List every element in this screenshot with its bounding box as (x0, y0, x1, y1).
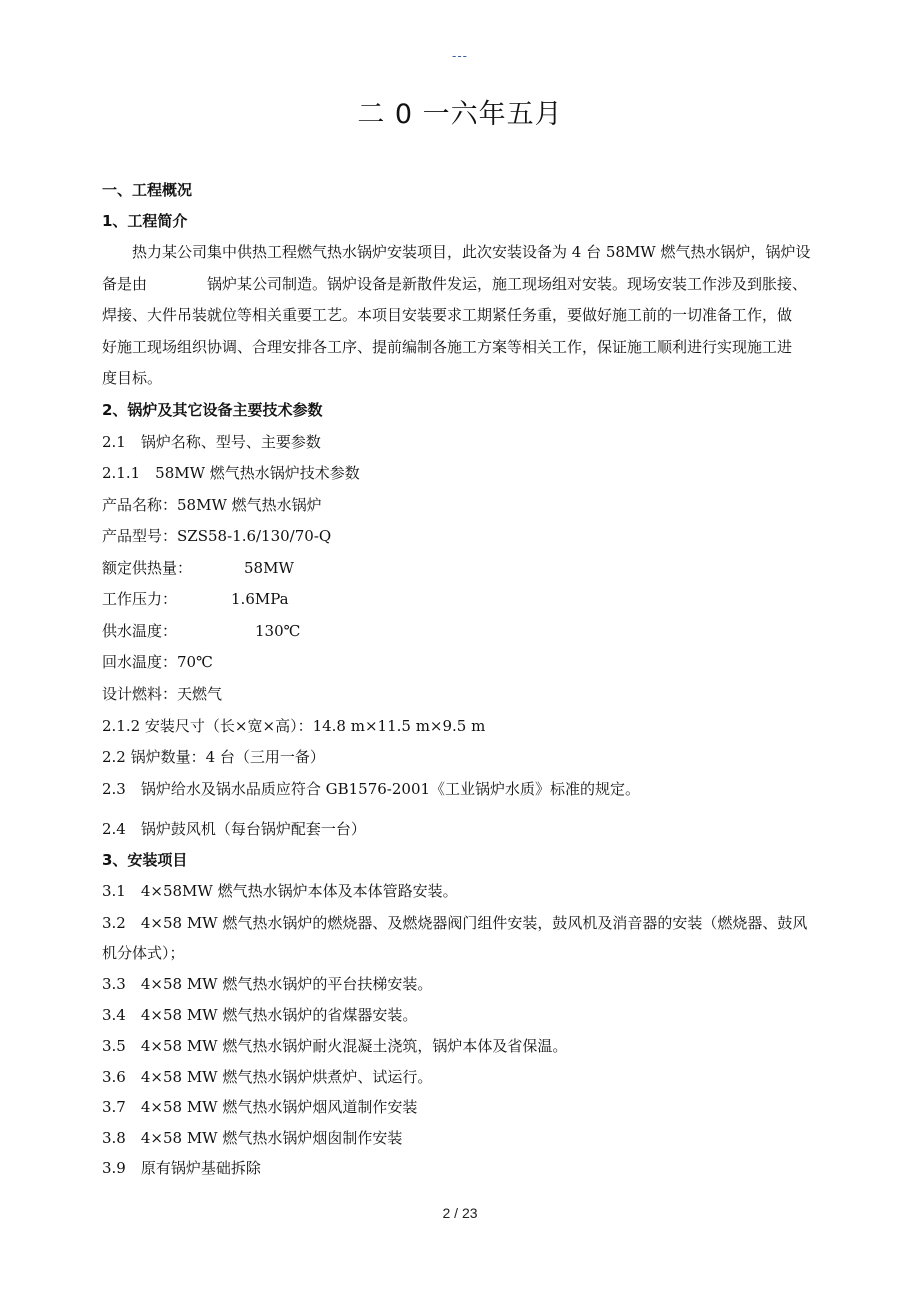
section-2-1-1: 2.1.1 58MW 燃气热水锅炉技术参数 (102, 464, 360, 482)
paragraph-line: 度目标。 (102, 369, 163, 387)
section-2-2: 2.2 锅炉数量：4 台（三用一备） (102, 748, 325, 766)
param-value: 58MW 燃气热水锅炉 (177, 496, 322, 514)
section-1-title: 一、工程概况 (102, 181, 193, 199)
section-2-3: 2.3 锅炉给水及锅水品质应符合 GB1576-2001《工业锅炉水质》标准的规定。 (102, 780, 641, 798)
param-product-name (102, 493, 322, 517)
param-value: 70℃ (177, 653, 213, 671)
section-3-4: 3.4 4×58 MW 燃气热水锅炉的省煤器安装。 (102, 1006, 418, 1024)
paragraph-line: 备是由 锅炉某公司制造。锅炉设备是新散件发运，施工现场组对安装。现场安装工作涉及到胀接、 (102, 274, 808, 293)
param-value: 58MW (244, 559, 294, 577)
section-3-title: 3、安装项目 (102, 851, 188, 869)
section-3-5: 3.5 4×58 MW 燃气热水锅炉耐火混凝土浇筑，锅炉本体及省保温。 (102, 1037, 568, 1055)
section-3-6: 3.6 4×58 MW 燃气热水锅炉烘煮炉、试运行。 (102, 1068, 433, 1086)
param-label: 额定供热量： (102, 559, 193, 577)
param-supply-temp (102, 619, 300, 643)
section-2-1-2: 2.1.2 安装尺寸（长×宽×高）：14.8 m×11.5 m×9.5 m (102, 717, 486, 735)
param-label: 设计燃料： (102, 685, 178, 703)
paragraph-line: 热力某公司集中供热工程燃气热水锅炉安装项目，此次安装设备为 4 台 58MW 燃气热水锅炉，锅炉设 (102, 243, 811, 261)
section-1-1-title: 1、工程简介 (102, 212, 188, 230)
param-rated-heat (102, 556, 294, 580)
param-value: 1.6MPa (231, 590, 289, 608)
param-label: 供水温度： (102, 622, 178, 640)
param-label: 产品型号： (102, 527, 178, 545)
date-title: 二 0 一六年五月 (357, 99, 563, 130)
section-3-2-line-1: 3.2 4×58 MW 燃气热水锅炉的燃烧器、及燃烧器阀门组件安装，鼓风机及消音器的安装（燃烧器、鼓风 (102, 914, 808, 932)
param-value: SZS58-1.6/130/70-Q (177, 527, 332, 545)
param-fuel (102, 682, 222, 706)
section-3-7: 3.7 4×58 MW 燃气热水锅炉烟风道制作安装 (102, 1098, 418, 1116)
section-3-2-line-2: 机分体式）； (102, 944, 185, 962)
project-intro-paragraph (102, 237, 862, 395)
section-2-title: 2、锅炉及其它设备主要技术参数 (102, 401, 323, 419)
param-return-temp (102, 650, 213, 674)
section-3-1: 3.1 4×58MW 燃气热水锅炉本体及本体管路安装。 (102, 882, 458, 900)
paragraph-line: 好施工现场组织协调、合理安排各工序、提前编制各施工方案等相关工作，保证施工顺利进行实现施工进 (102, 337, 793, 356)
section-3-3: 3.3 4×58 MW 燃气热水锅炉的平台扶梯安装。 (102, 975, 433, 993)
param-working-pressure (102, 587, 289, 611)
section-3-9: 3.9 原有锅炉基础拆除 (102, 1159, 261, 1177)
header-mark: --- (452, 48, 468, 63)
section-3-8: 3.8 4×58 MW 燃气热水锅炉烟囱制作安装 (102, 1129, 403, 1147)
param-value: 130℃ (255, 622, 301, 640)
param-product-model (102, 524, 331, 548)
paragraph-line: 焊接、大件吊装就位等相关重要工艺。本项目安装要求工期紧任务重，要做好施工前的一切准备工作，做 (102, 306, 793, 324)
page-number: 2 / 23 (442, 1205, 478, 1221)
param-label: 回水温度： (102, 653, 178, 671)
section-2-4: 2.4 锅炉鼓风机（每台锅炉配套一台） (102, 820, 366, 838)
param-label: 工作压力： (102, 590, 178, 608)
param-value: 天燃气 (177, 685, 223, 703)
section-2-1: 2.1 锅炉名称、型号、主要参数 (102, 433, 321, 451)
param-label: 产品名称： (102, 496, 178, 514)
